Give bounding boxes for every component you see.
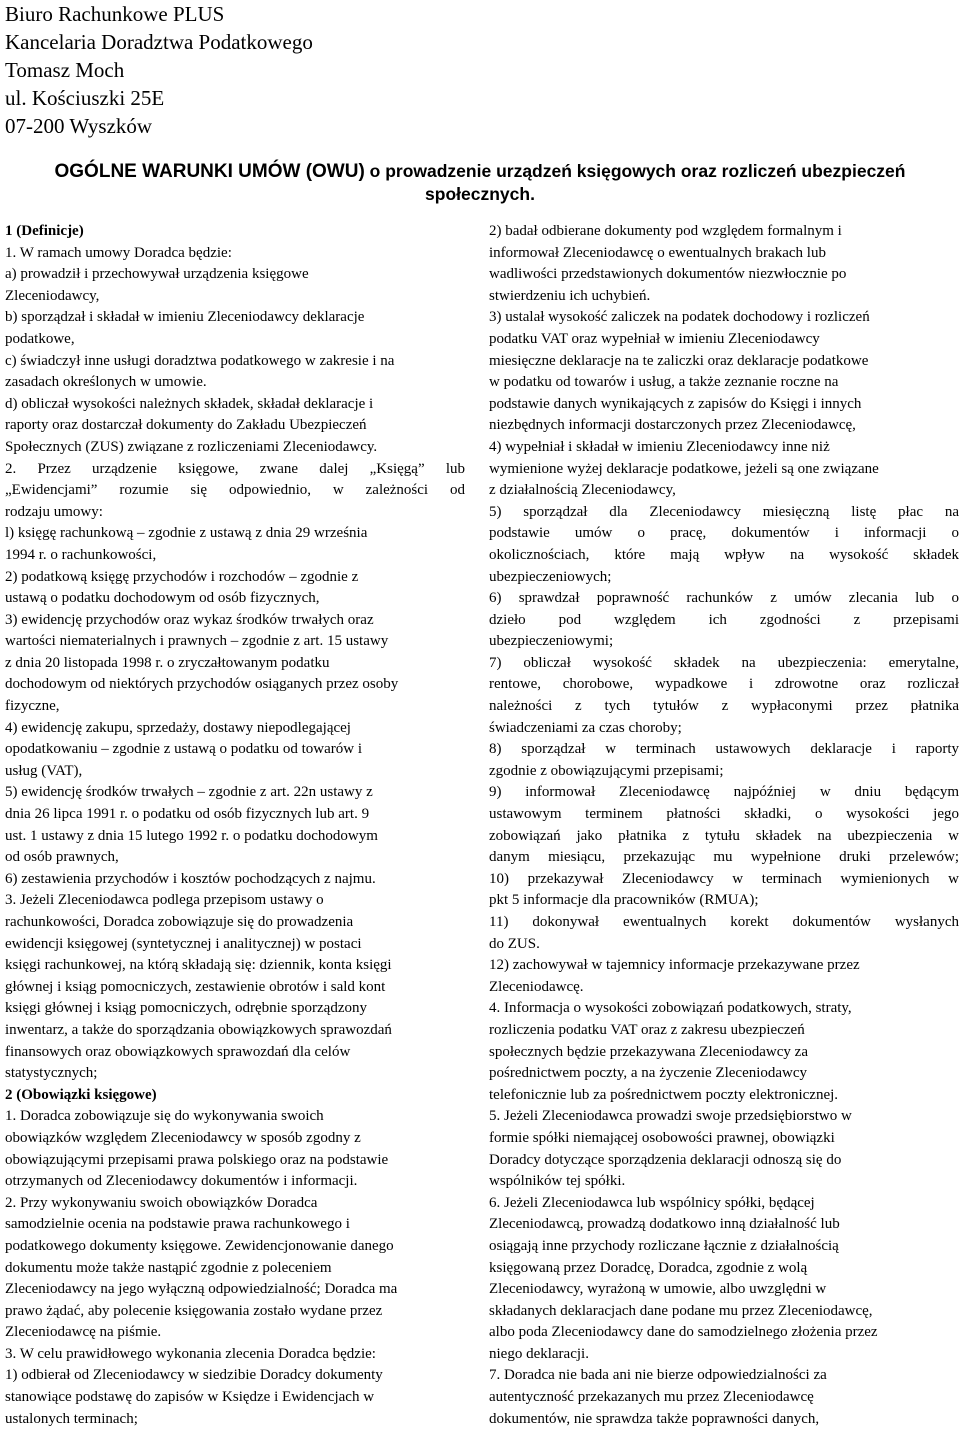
text-line: podstawie umów o pracę, dokumentów i informacji o (489, 525, 959, 542)
text-line: 6) zestawienia przychodów i kosztów pochodzących z najmu. (5, 870, 376, 887)
text-line: rodzaju umowy: (5, 503, 103, 520)
text-line: 3) ustalał wysokość zaliczek na podatek dochodowy i rozliczeń (489, 309, 870, 326)
text-line: miesięczne deklaracje na te zaliczki oraz deklaracje podatkowe (489, 352, 869, 369)
text-line: zgodnie z obowiązującymi przepisami; (489, 762, 724, 779)
text-line: usług (VAT), (5, 762, 83, 779)
text-line: 2) podatkową księgę przychodów i rozchodów – zgodnie z (5, 568, 359, 585)
title-main: OGÓLNE WARUNKI UMÓW (OWU) (54, 161, 365, 182)
text-line: otrzymanych od Zleceniodawcy dokumentów i informacji. (5, 1173, 358, 1190)
text-line: dokumentu może także nastąpić zgodnie z poleceniem (5, 1259, 332, 1276)
header-line: Tomasz Moch (5, 58, 125, 82)
text-line: 1. W ramach umowy Doradca będzie: (5, 244, 232, 261)
text-line: księgi rachunkowej, na którą składają się: dziennik, konta księgi (5, 957, 392, 974)
text-line: 8) sporządzał w terminach ustawowych deklaracje i raporty (489, 741, 959, 758)
text-line: dnia 26 lipca 1991 r. o podatku od osób fizycznych lub art. 9 (5, 806, 370, 823)
text-line: ustalonych terminach; (5, 1410, 138, 1427)
text-line: opodatkowaniu – zgodnie z ustawą o podatku od towarów i (5, 741, 363, 758)
text-line: Zleceniodawcą, prowadzą dodatkowo inną działalność lub (489, 1216, 840, 1233)
text-line: księgowaną przez Doradcę, Doradca, zgodnie z wolą (489, 1259, 808, 1276)
text-line: należności z tych tytułów z wypłaconymi przez płatnika (489, 698, 959, 715)
text-line: rentowe, chorobowe, wypadkowe i zdrowotne oraz rozliczał (489, 676, 959, 693)
text-line: rachunkowości, Doradca zobowiązuje się do prowadzenia (5, 914, 354, 930)
text-line: ewidencji księgowej (syntetycznej i analitycznej) w postaci (5, 935, 362, 952)
text-line: 2. Przy wykonywaniu swoich obowiązków Doradca (5, 1194, 318, 1211)
text-line: zasadach określonych w umowie. (5, 374, 207, 391)
text-line: składanych deklaracjach dane podane mu przez Zleceniodawcę, (489, 1302, 873, 1319)
section-heading: 1 (Definicje) (5, 223, 84, 239)
text-line: Zleceniodawcy, wyrażoną w umowie, albo uwzględni w (489, 1281, 827, 1298)
text-line: pkt 5 informacje dla pracowników (RMUA); (489, 892, 759, 909)
header-line: ul. Kościuszki 25E (5, 86, 165, 110)
text-line: Społecznych (ZUS) związane z rozliczeniami Zleceniodawcy. (5, 438, 378, 455)
text-line: Zleceniodawcę na piśmie. (5, 1324, 162, 1341)
title-rest: o prowadzenie urządzeń księgowych oraz rozliczeń ubezpieczeń (364, 161, 906, 181)
text-line: 7. Doradca nie bada ani nie bierze odpowiedzialności za (489, 1367, 827, 1384)
text-line: Zleceniodawcę. (489, 978, 584, 995)
office-header (5, 0, 313, 140)
text-line: inwentarz, a także do sporządzania obowiązkowych sprawozdań (5, 1021, 392, 1038)
text-line: 2. Przez urządzenie księgowe, zwane dalej „Księgą” lub (5, 460, 465, 477)
text-line: a) prowadził i przechowywał urządzenia księgowe (5, 266, 309, 283)
text-line: ustawą o podatku dochodowym od osób fizycznych, (5, 590, 320, 607)
text-line: głównej i ksiąg pomocniczych, zestawienie obrotów i sald kont (5, 978, 386, 995)
header-line: 07-200 Wyszków (5, 114, 153, 138)
section-heading: 2 (Obowiązki księgowe) (5, 1086, 157, 1103)
text-line: 6. Jeżeli Zleceniodawca lub wspólnicy spółki, będącej (489, 1194, 815, 1211)
text-line: pośrednictwem poczty, a na życzenie Zleceniodawcy (489, 1065, 808, 1082)
text-line: 3. W celu prawidłowego wykonania zlecenia Doradca będzie: (5, 1345, 376, 1362)
text-line: prawo żądać, aby polecenie księgowania zostało wydane przez (5, 1302, 383, 1319)
text-line: 5. Jeżeli Zleceniodawca prowadzi swoje przedsiębiorstwo w (489, 1108, 852, 1125)
text-line: obowiązków względem Zleceniodawcy w sposób zgodny z (5, 1129, 361, 1146)
text-line: świadczeniami za czas choroby; (489, 719, 682, 736)
text-line: raporty oraz dostarczał dokumenty do Zakładu Ubezpieczeń (5, 417, 367, 434)
text-line: fizyczne, (5, 698, 60, 715)
text-line: 5) ewidencję środków trwałych – zgodnie z art. 22n ustawy z (5, 784, 373, 801)
text-line: 5) sporządzał dla Zleceniodawcy miesięczną listę płac na (489, 503, 959, 520)
title-line-2: społecznych. (425, 184, 535, 204)
text-line: wartości niematerialnych i prawnych – zgodnie z art. 15 ustawy (5, 633, 389, 650)
text-line: samodzielnie ocenia na podstawie prawa rachunkowego i (5, 1216, 350, 1233)
text-line: do ZUS. (489, 935, 540, 952)
text-line: b) sporządzał i składał w imieniu Zleceniodawcy deklaracje (5, 309, 365, 326)
text-line: c) świadczył inne usługi doradztwa podatkowego w zakresie i na (5, 352, 395, 369)
text-line: 1. Doradca zobowiązuje się do wykonywania swoich (5, 1108, 324, 1125)
text-line: niezbędnych informacji dostarczonych przez Zleceniodawcę, (489, 417, 856, 434)
text-line: 3. Jeżeli Zleceniodawca podlega przepisom ustawy o (5, 892, 324, 909)
text-line: 1994 r. o rachunkowości, (5, 546, 157, 563)
text-line: od osób prawnych, (5, 849, 119, 866)
text-line: finansowych oraz obowiązkowych sprawozdań dla celów (5, 1043, 351, 1060)
text-line: dochodowym od niektórych przychodów osiąganych przez osoby (5, 676, 399, 693)
text-line: l) księgę rachunkową – zgodnie z ustawą z dnia 29 września (5, 525, 368, 542)
text-line: podatkowego dokumenty księgowe. Zewidencjonowanie danego (5, 1237, 394, 1254)
text-line: informował Zleceniodawcę o ewentualnych brakach lub (489, 244, 826, 261)
title-line-1 (0, 160, 960, 183)
text-line: stanowiące podstawę do zapisów w Księdze i Ewidencjach w (5, 1389, 375, 1406)
text-line: stwierdzeniu ich uchybień. (489, 287, 651, 304)
text-line: zobowiązań jako płatnika z tytułu składek na ubezpieczenia w (489, 827, 959, 844)
text-line: z działalnością Zleceniodawcy, (489, 482, 676, 499)
text-line: telefonicznie lub za pośrednictwem poczty elektronicznej. (489, 1086, 839, 1103)
text-line: autentyczność przekazanych mu przez Zleceniodawcę (489, 1389, 814, 1406)
text-line: 3) ewidencję przychodów oraz wykaz środków trwałych oraz (5, 611, 374, 628)
text-line: 6) sprawdzał poprawność rachunków z umów zlecania lub o (489, 590, 959, 607)
text-line: podatkowe, (5, 330, 75, 347)
text-line: danym miesiącu, przekazując mu wypełnione druki przelewów; (489, 849, 959, 866)
text-line: podatku VAT oraz wypełniał w imieniu Zleceniodawcy (489, 330, 820, 347)
text-line: osiągają inne przychody rozliczane łącznie z działalnością (489, 1237, 839, 1254)
text-line: 12) zachowywał w tajemnicy informacje przekazywane przez (489, 957, 860, 974)
text-line: 9) informował Zleceniodawcę najpóźniej w dniu będącym (489, 784, 959, 801)
text-line: ust. 1 ustawy z dnia 15 lutego 1992 r. o podatku dochodowym (5, 827, 378, 844)
text-line: formie spółki niemającej osobowości prawnej, obowiązki (489, 1129, 835, 1146)
text-line: księgi głównej i ksiąg pomocniczych, odrębnie sporządzony (5, 1000, 367, 1017)
text-line: 4) ewidencję zakupu, sprzedaży, dostawy niepodlegającej (5, 719, 351, 736)
right-column (489, 221, 959, 1430)
text-line: Doradcy dotyczące sporządzenia deklaracji odnoszą się do (489, 1151, 842, 1168)
text-line: Zleceniodawcy, (5, 287, 100, 304)
text-line: ubezpieczeniowych; (489, 568, 612, 585)
text-line: 2) badał odbierane dokumenty pod względem formalnym i (489, 223, 842, 239)
text-line: albo poda Zleceniodawcy dane do samodzielnego złożenia przez (489, 1324, 878, 1341)
text-line: dzieło pod względem ich zgodności z przepisami (489, 611, 959, 628)
text-line: obowiązującymi przepisami prawa polskiego oraz na podstawie (5, 1151, 389, 1168)
text-line: wspólników tej spółki. (489, 1173, 626, 1190)
text-line: rozliczenia podatku VAT oraz z zakresu ubezpieczeń (489, 1021, 805, 1038)
text-line: 1) odbierał od Zleceniodawcy w siedzibie Doradcy dokumenty (5, 1367, 383, 1384)
text-line: „Ewidencjami” rozumie się odpowiednio, w zależności od (5, 482, 465, 499)
text-line: statystycznych; (5, 1065, 98, 1082)
left-column (5, 221, 465, 1430)
text-line: 7) obliczał wysokość składek na ubezpieczenia: emerytalne, (489, 654, 959, 671)
text-line: z dnia 20 listopada 1998 r. o zryczałtowanym podatku (5, 654, 330, 671)
text-line: 10) przekazywał Zleceniodawcy w terminach wymienionych w (489, 870, 959, 887)
text-line: 4) wypełniał i składał w imieniu Zleceniodawcy inne niż (489, 438, 830, 455)
text-line: 11) dokonywał ewentualnych korekt dokumentów wysłanych (489, 914, 959, 930)
text-line: wadliwości przedstawionych dokumentów niezwłocznie po (489, 266, 847, 283)
document-title (0, 160, 960, 205)
text-line: ubezpieczeniowymi; (489, 633, 614, 650)
header-line: Kancelaria Doradztwa Podatkowego (5, 30, 313, 54)
text-line: 4. Informacja o wysokości zobowiązań podatkowych, straty, (489, 1000, 852, 1017)
text-line: społecznych będzie przekazywana Zleceniodawcy za (489, 1043, 808, 1060)
text-line: okolicznościach, które mają wpływ na wysokość składek (489, 546, 959, 563)
text-line: ustawowym terminem płatności składki, o wysokości jego (489, 806, 959, 823)
text-line: podstawie danych wynikających z zapisów do Księgi i innych (489, 395, 862, 412)
text-line: wymienione wyżej deklaracje podatkowe, jeżeli są one związane (489, 460, 879, 477)
text-line: d) obliczał wysokości należnych składek, składał deklaracje i (5, 395, 374, 412)
text-line: Zleceniodawcy na jego wyłączną odpowiedzialność; Doradca ma (5, 1281, 398, 1298)
text-line: w podatku od towarów i usług, a także zeznanie roczne na (489, 374, 839, 391)
text-line: dokumentów, nie sprawdza także poprawności danych, (489, 1410, 820, 1427)
header-line: Biuro Rachunkowe PLUS (5, 2, 225, 26)
text-line: niego deklaracji. (489, 1345, 589, 1362)
